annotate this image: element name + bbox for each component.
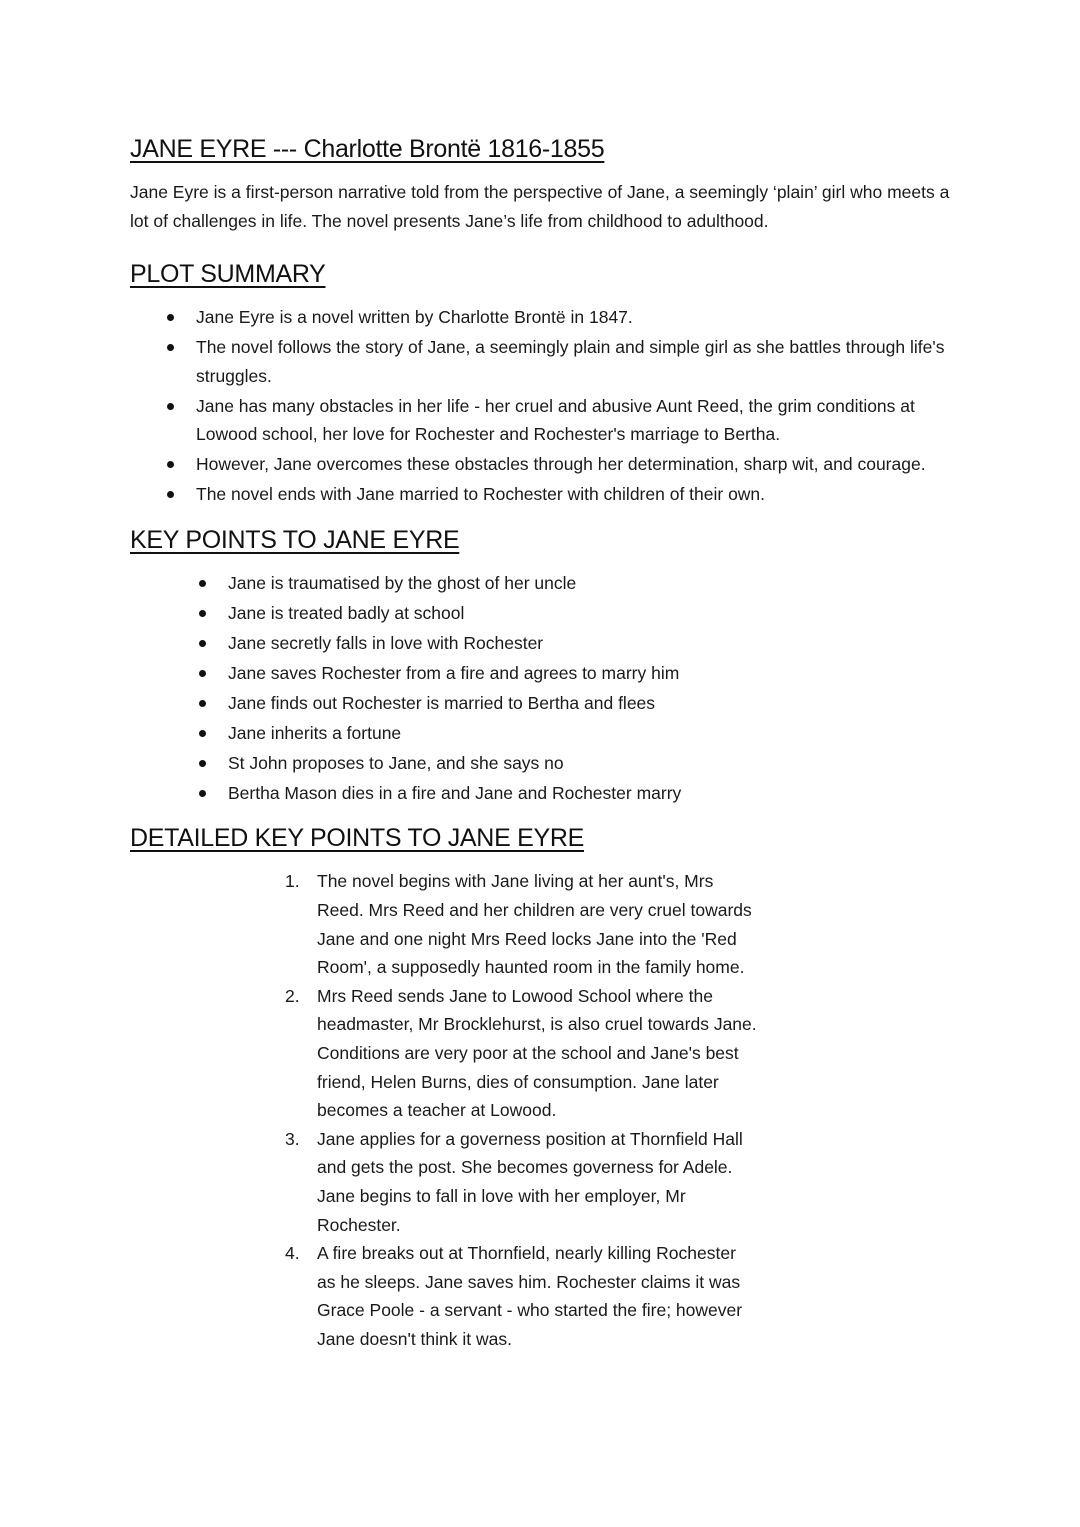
list-item: Jane has many obstacles in her life - her cruel and abusive Aunt Reed, the grim conditions at Lowood school, her love for Rochester and Rochester's marriage to Bertha. xyxy=(130,392,960,449)
item-text: Mrs Reed sends Jane to Lowood School where the headmaster, Mr Brocklehurst, is also cruel towards Jane. Conditions are very poor at the school and Jane's best friend, Helen Burns, dies of consumption. Jane later becomes a teacher at Lowood. xyxy=(317,985,757,1121)
item-number: 3. xyxy=(285,1128,300,1149)
list-item: Jane is traumatised by the ghost of her uncle xyxy=(130,569,960,598)
list-item: Bertha Mason dies in a fire and Jane and Rochester marry xyxy=(130,779,960,808)
item-number: 2. xyxy=(285,985,300,1006)
list-item xyxy=(130,867,757,981)
plot-summary-heading: PLOT SUMMARY xyxy=(130,260,326,289)
item-number: 4. xyxy=(285,1243,300,1264)
list-item: The novel ends with Jane married to Rochester with children of their own. xyxy=(130,480,960,509)
list-item: Jane finds out Rochester is married to Bertha and flees xyxy=(130,689,960,718)
detailed-key-points-heading: DETAILED KEY POINTS TO JANE EYRE xyxy=(130,824,584,853)
document-page xyxy=(130,130,960,1353)
key-points-heading: KEY POINTS TO JANE EYRE xyxy=(130,525,460,554)
item-text: A fire breaks out at Thornfield, nearly killing Rochester as he sleeps. Jane saves him. Rochester claims it was Grace Poole - a servant - who started the fire; however Jane doesn't think it was. xyxy=(317,1243,743,1349)
key-points-list xyxy=(130,569,960,807)
list-item: The novel follows the story of Jane, a seemingly plain and simple girl as she battles through life's struggles. xyxy=(130,333,960,390)
list-item: Jane is treated badly at school xyxy=(130,599,960,628)
list-item: St John proposes to Jane, and she says no xyxy=(130,749,960,778)
plot-summary-list xyxy=(130,303,960,509)
document-title: JANE EYRE --- Charlotte Brontë 1816-1855 xyxy=(130,135,605,163)
item-number: 1. xyxy=(285,871,300,892)
detailed-key-points-list xyxy=(130,867,960,1353)
list-item: Jane secretly falls in love with Rochester xyxy=(130,629,960,658)
list-item xyxy=(130,1239,757,1353)
list-item xyxy=(130,1125,757,1239)
item-text: The novel begins with Jane living at her aunt's, Mrs Reed. Mrs Reed and her children are very cruel towards Jane and one night Mrs Reed locks Jane into the 'Red Room', a supposedly haunted room in the family home. xyxy=(317,871,752,978)
list-item: Jane saves Rochester from a fire and agrees to marry him xyxy=(130,659,960,688)
list-item: However, Jane overcomes these obstacles through her determination, sharp wit, and courage. xyxy=(130,450,960,479)
intro-paragraph: Jane Eyre is a first-person narrative told from the perspective of Jane, a seemingly ‘plain’ girl who meets a lot of challenges in life. The novel presents Jane’s life from childhood to adulthood. xyxy=(130,182,950,231)
list-item: Jane inherits a fortune xyxy=(130,719,960,748)
list-item: Jane Eyre is a novel written by Charlotte Brontë in 1847. xyxy=(130,303,960,332)
item-text: Jane applies for a governess position at Thornfield Hall and gets the post. She becomes governess for Adele. Jane begins to fall in love with her employer, Mr Rochester. xyxy=(317,1128,743,1235)
list-item xyxy=(130,982,757,1125)
